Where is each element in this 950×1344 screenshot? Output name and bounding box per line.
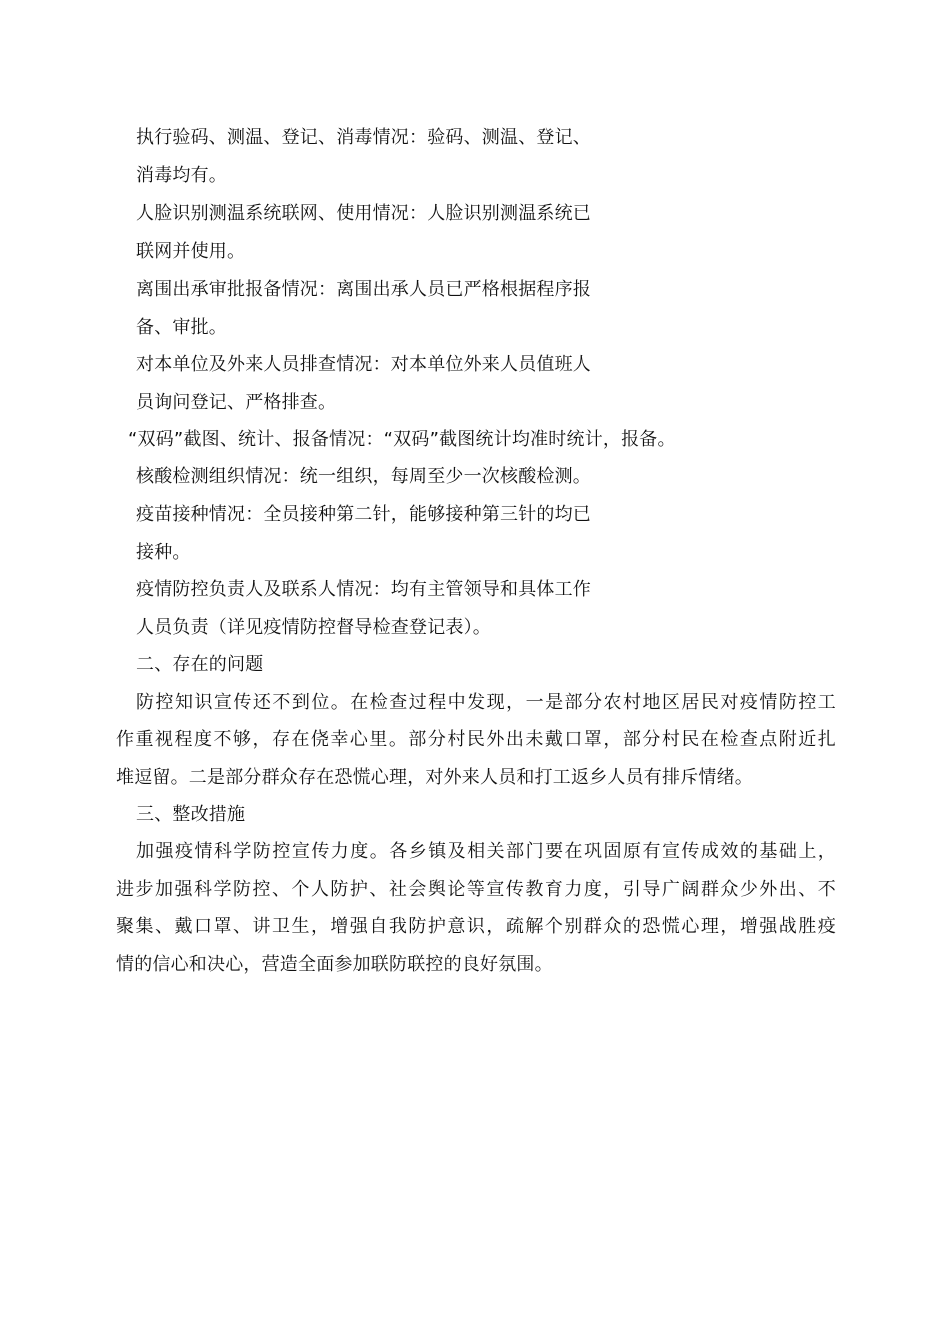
item-line: 员询问登记、严格排查。	[136, 392, 337, 413]
paragraph-line: 作重视程度不够，存在侥幸心里。部分村民外出未戴口罩，部分村民在检查点附近扎	[116, 729, 836, 750]
item-line: “双码”截图、统计、报备情况：“双码”截图统计均准时统计，报备。	[128, 429, 676, 450]
section-heading: 三、整改措施	[136, 804, 246, 825]
item-line: 对本单位及外来人员排查情况：对本单位外来人员值班人	[136, 354, 591, 375]
section-heading: 二、存在的问题	[136, 654, 264, 675]
paragraph-line: 情的信心和决心，营造全面参加联防联控的良好氛围。	[116, 954, 553, 975]
paragraph-line: 防控知识宣传还不到位。在检查过程中发现，一是部分农村地区居民对疫情防控工	[136, 692, 836, 713]
paragraph-line: 聚集、戴口罩、讲卫生，增强自我防护意识，疏解个别群众的恐慌心理，增强战胜疫	[116, 916, 836, 937]
item-line: 疫苗接种情况：全员接种第二针，能够接种第三针的均已	[136, 504, 591, 525]
item-line: 人脸识别测温系统联网、使用情况：人脸识别测温系统已	[136, 203, 591, 224]
item-line: 疫情防控负责人及联系人情况：均有主管领导和具体工作	[136, 579, 591, 600]
paragraph-line: 进步加强科学防控、个人防护、社会舆论等宣传教育力度，引导广阔群众少外出、不	[116, 879, 836, 900]
paragraph-line: 加强疫情科学防控宣传力度。各乡镇及相关部门要在巩固原有宣传成效的基础上，	[136, 841, 836, 862]
item-line: 人员负责（详见疫情防控督导检查登记表）。	[136, 617, 491, 638]
paragraph-line: 堆逗留。二是部分群众存在恐慌心理，对外来人员和打工返乡人员有排斥情绪。	[116, 767, 753, 788]
item-line: 执行验码、测温、登记、消毒情况：验码、测温、登记、	[136, 127, 591, 148]
item-line: 接种。	[136, 542, 191, 563]
item-line: 消毒均有。	[136, 165, 227, 186]
item-line: 离围出承审批报备情况：离围出承人员已严格根据程序报	[136, 279, 591, 300]
item-line: 联网并使用。	[136, 241, 246, 262]
item-line: 备、审批。	[136, 317, 227, 338]
item-line: 核酸检测组织情况：统一组织，每周至少一次核酸检测。	[136, 466, 591, 487]
